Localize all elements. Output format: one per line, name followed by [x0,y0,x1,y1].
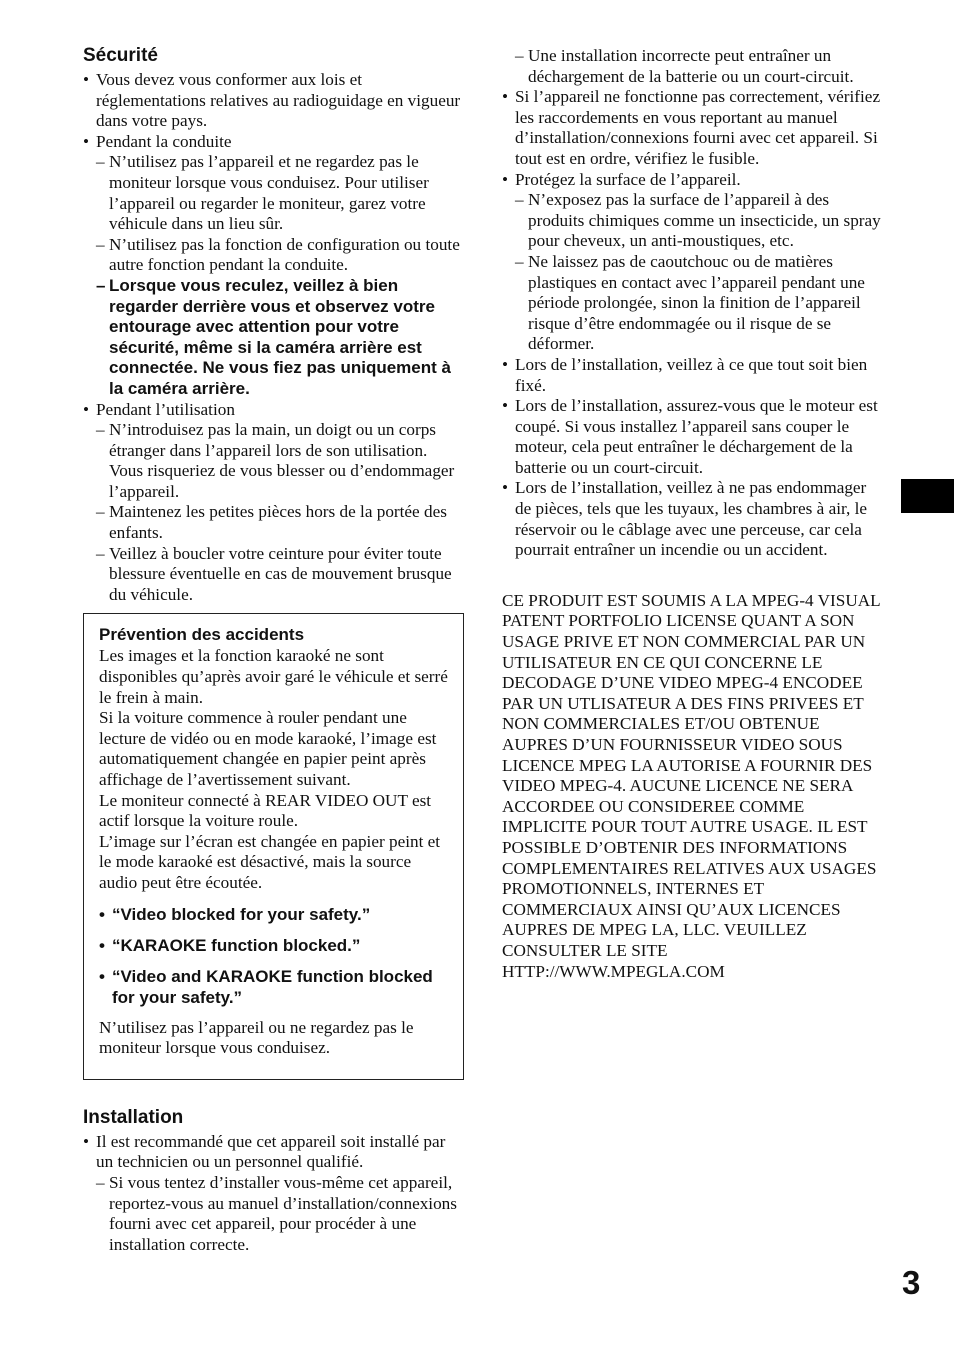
section-tab-marker [901,479,954,513]
list-item: • Protégez la surface de l’appareil. [502,170,882,191]
sub-list-item: – Si vous tentez d’installer vous-même cet appareil, reportez-vous au manuel d’installation/connexions fourni avec cet appareil, pour procéder à une installation correcte. [83,1173,464,1255]
prevention-title: Prévention des accidents [99,625,305,645]
list-item: • Lors de l’installation, assurez-vous que le moteur est coupé. Si vous installez l’appareil sans couper le moteur, cela peut entraîner le déchargement de la batterie ou un court-circuit. [502,396,882,478]
sub-list-item: – Une installation incorrecte peut entraîner un déchargement de la batterie ou un court-circuit. [502,46,882,87]
prevention-paragraph: Le moniteur connecté à REAR VIDEO OUT est actif lorsque la voiture roule. [99,790,432,831]
prevention-paragraph: N’utilisez pas l’appareil ou ne regardez pas le moniteur lorsque vous conduisez. [99,1017,414,1058]
sub-list-item: – N’utilisez pas l’appareil et ne regardez pas le moniteur lorsque vous conduisez. Pour utiliser l’appareil ou regarder le moniteur, garez votre véhicule dans un lieu sûr. [83,152,464,234]
warning-messages [99,904,451,1008]
sub-list-item: – Maintenez les petites pièces hors de la portée des enfants. [83,502,464,543]
installation-section [83,1106,464,1256]
sub-list-item: – N’utilisez pas la fonction de configuration ou toute autre fonction pendant la conduite. [83,235,464,276]
page-number: 3 [902,1264,921,1301]
mpeg-license-notice: CE PRODUIT EST SOUMIS A LA MPEG-4 VISUAL PATENT PORTFOLIO LICENSE QUANT A SON USAGE PRIVE ET NON COMMERCIAL PAR UN UTILISATEUR EN CE QUI CONCERNE LE DECODAGE D’UNE VIDEO MPEG-4 ENCODEE PAR UN UTLISATEUR A DES FINS PRIVEES ET NON COMMERCIALES ET/OU OBTENUE AUPRES D’UN FOURNISSEUR VIDEO SOUS LICENCE MPEG LA AUTORISE A FOURNIR DES VIDEO MPEG-4. AUCUNE LICENCE NE SERA ACCORDEE OU CONSIDEREE COMME IMPLICITE POUR TOUT AUTRE USAGE. IL EST POSSIBLE D’OBTENIR DES INFORMATIONS COMPLEMENTAIRES RELATIVES AUX USAGES PROMOTIONNELS, INTERNES ET COMMERCIAUX AINSI QU’AUX LICENCES AUPRES DE MPEG LA, LLC. VEUILLEZ CONSULTER LE SITE HTTP://WWW.MPEGLA.COM [502,590,881,981]
installation-heading: Installation [83,1106,184,1128]
left-column [83,44,464,1255]
list-item: • Lors de l’installation, veillez à ne pas endommager de pièces, tels que les tuyaux, les chambres à air, le réservoir ou le câblage avec une perceuse, car cela pourrait entraîner un incendie ou un accident. [502,478,882,560]
list-item: • Pendant la conduite [83,132,464,153]
sub-list-item: – Veillez à boucler votre ceinture pour éviter toute blessure éventuelle en cas de mouvement brusque du véhicule. [83,544,464,606]
prevention-paragraph: Si la voiture commence à rouler pendant une lecture de vidéo ou en mode karaoké, l’image est automatiquement changée en papier peint après affichage de l’avertissement suivant. [99,708,437,789]
list-item: • Lors de l’installation, veillez à ce que tout soit bien fixé. [502,355,882,396]
right-column [502,46,882,982]
securite-heading: Sécurité [83,45,158,66]
warning-message: • “KARAOKE function blocked.” [99,935,451,956]
sub-list-item: – Ne laissez pas de caoutchouc ou de matières plastiques en contact avec l’appareil pendant une période prolongée, sinon la finition de l’appareil risque d’être endommagée ou il risque de se déformer. [502,252,882,355]
list-item: • Vous devez vous conformer aux lois et réglementations relatives au radioguidage en vigueur dans votre pays. [83,70,464,132]
prevention-paragraph: L’image sur l’écran est changée en papier peint et le mode karaoké est désactivé, mais la source audio peut être écoutée. [99,831,441,892]
list-item: • Il est recommandé que cet appareil soit installé par un technicien ou un personnel qualifié. [83,1132,464,1173]
list-item: • Si l’appareil ne fonctionne pas correctement, vérifiez les raccordements en vous reportant au manuel d’installation/connexions fourni avec cet appareil. Si tout est en ordre, vérifiez le fusible. [502,87,882,169]
prevention-paragraph: Les images et la fonction karaoké ne sont disponibles qu’après avoir garé le véhicule et serré le frein à main. [99,646,448,707]
list-item: • Pendant l’utilisation [83,400,464,421]
prevention-box [83,613,464,1079]
sub-list-item: – N’introduisez pas la main, un doigt ou un corps étranger dans l’appareil lors de son utilisation. Vous risqueriez de vous blesser ou d’endommager l’appareil. [83,420,464,502]
warning-message: • “Video and KARAOKE function blocked for your safety.” [99,966,451,1008]
sub-list-item: – N’exposez pas la surface de l’appareil à des produits chimiques comme un insecticide, un spray pour cheveux, un anti-moustiques, etc. [502,190,882,252]
warning-sub-list-item: – Lorsque vous reculez, veillez à bien regarder derrière vous et observez votre entourage avec attention pour votre sécurité, même si la caméra arrière est connectée. Ne vous fiez pas uniquement à la caméra arrière. [83,276,464,400]
warning-message: • “Video blocked for your safety.” [99,904,451,925]
